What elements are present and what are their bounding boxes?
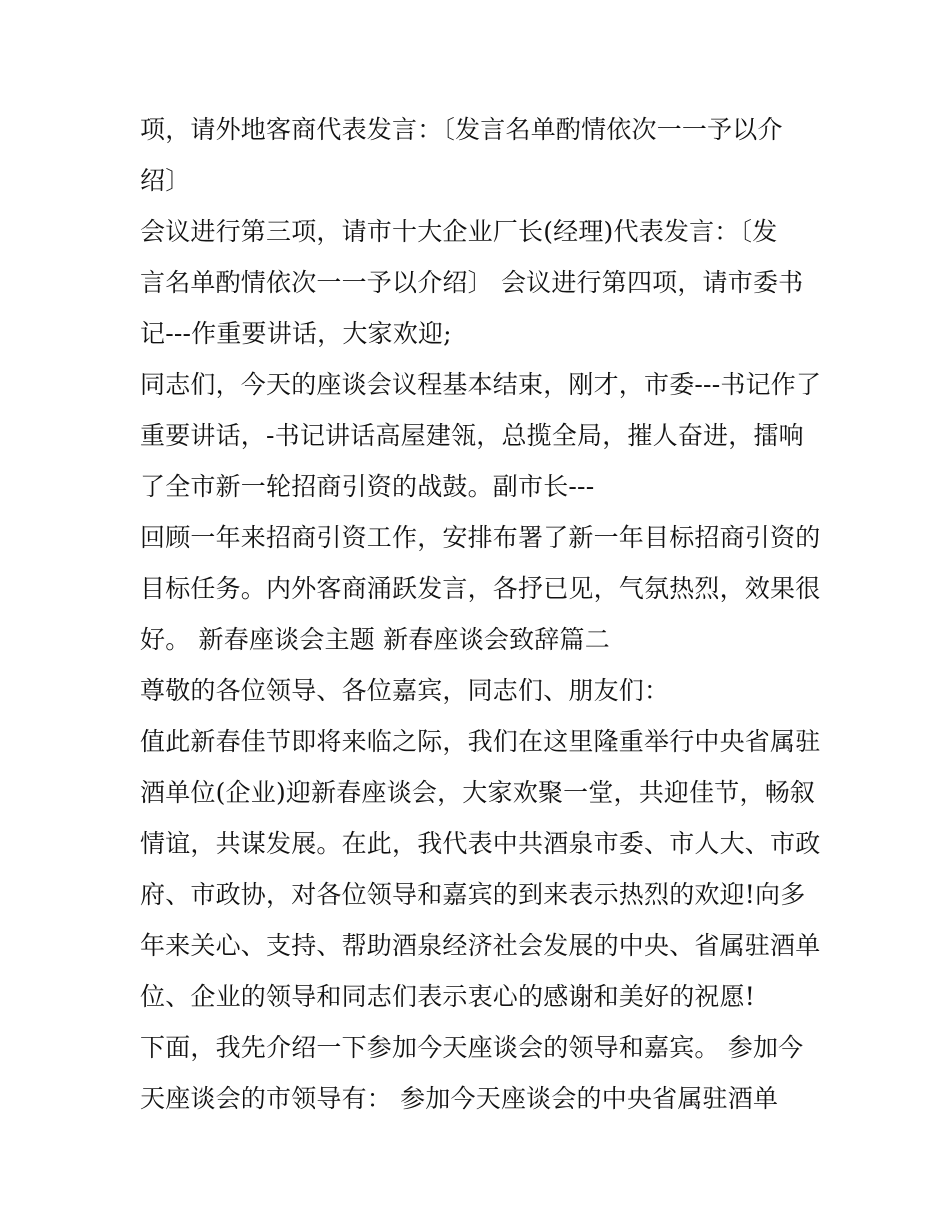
text-line: 同志们，今天的座谈会议程基本结束，刚才，市委---书记作了 [140, 370, 822, 399]
text-line: 好。 新春座谈会主题 新春座谈会致辞篇二 [140, 625, 610, 654]
text-line: 记---作重要讲话，大家欢迎; [140, 319, 452, 348]
text-line: 值此新春佳节即将来临之际，我们在这里隆重举行中央省属驻 [140, 727, 821, 756]
text-line: 重要讲话，-书记讲话高屋建瓴，总揽全局，摧人奋进，擂响 [140, 421, 804, 450]
text-line: 言名单酌情依次一一予以介绍〕 会议进行第四项，请市委书 [140, 268, 804, 297]
text-line: 下面，我先介绍一下参加今天座谈会的领导和嘉宾。 参加今 [140, 1033, 804, 1062]
text-line: 情谊，共谋发展。在此，我代表中共酒泉市委、市人大、市政 [140, 829, 821, 858]
text-line: 项，请外地客商代表发言：〔发言名单酌情依次一一予以介 [140, 115, 783, 144]
text-line: 位、企业的领导和同志们表示衷心的感谢和美好的祝愿! [140, 982, 756, 1011]
text-line: 目标任务。内外客商涌跃发言，各抒已见，气氛热烈，效果很 [140, 574, 821, 603]
text-line: 会议进行第三项，请市十大企业厂长(经理)代表发言：〔发 [140, 217, 778, 246]
text-line: 回顾一年来招商引资工作，安排布署了新一年目标招商引资的 [140, 523, 821, 552]
text-line: 绍〕 [140, 166, 191, 195]
text-line: 天座谈会的市领导有： 参加今天座谈会的中央省属驻酒单 [140, 1084, 779, 1113]
text-line: 酒单位(企业)迎新春座谈会，大家欢聚一堂，共迎佳节，畅叙 [140, 778, 816, 807]
text-line: 府、市政协，对各位领导和嘉宾的到来表示热烈的欢迎!向多 [140, 880, 806, 909]
text-line: 了全市新一轮招商引资的战鼓。副市长--- [140, 472, 595, 501]
text-line: 年来关心、支持、帮助酒泉经济社会发展的中央、省属驻酒单 [140, 931, 821, 960]
text-line: 尊敬的各位领导、各位嘉宾，同志们、朋友们： [140, 676, 670, 705]
